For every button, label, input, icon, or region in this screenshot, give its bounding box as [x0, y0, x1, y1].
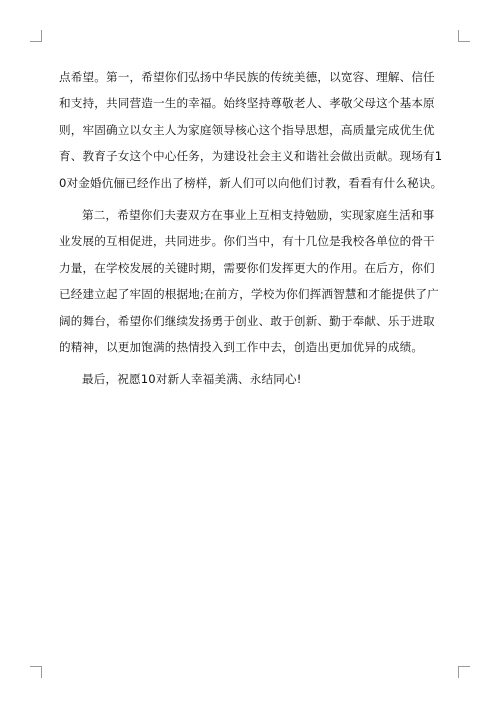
crop-mark-top-left — [30, 30, 42, 42]
crop-mark-bottom-right — [458, 666, 470, 678]
document-body — [59, 64, 443, 399]
paragraph-second: 第二，希望你们夫妻双方在事业上互相支持勉励，实现家庭生活和事业发展的互相促进，共同进步。你们当中，有十几位是我校各单位的骨干力量，在学校发展的关键时期，需要你们发挥更大的作用。在后方，你们已经建立起了牢固的根据地;在前方，学校为你们挥洒智慧和才能提供了广阔的舞台，希望你们继续发扬勇于创业、敢于创新、勤于奉献、乐于进取的精神，以更加饱满的热情投入到工作中去，创造出更加优异的成绩。 — [59, 208, 439, 355]
paragraph-continuation: 点希望。第一，希望你们弘扬中华民族的传统美德，以宽容、理解、信任和支持，共同营造一生的幸福。始终坚持尊敬老人、孝敬父母这个基本原则，牢固确立以女主人为家庭领导核心这个指导思想，高质量完成优生优育、教育子女这个中心任务，为建设社会主义和谐社会做出贡献。现场有10对金婚伉俪已经作出了榜样，新人们可以向他们讨教，看看有什么秘诀。 — [59, 70, 443, 190]
paragraph-closing: 最后，祝愿10对新人幸福美满、永结同心! — [82, 372, 302, 387]
crop-mark-top-right — [458, 30, 470, 42]
crop-mark-bottom-left — [30, 666, 42, 678]
